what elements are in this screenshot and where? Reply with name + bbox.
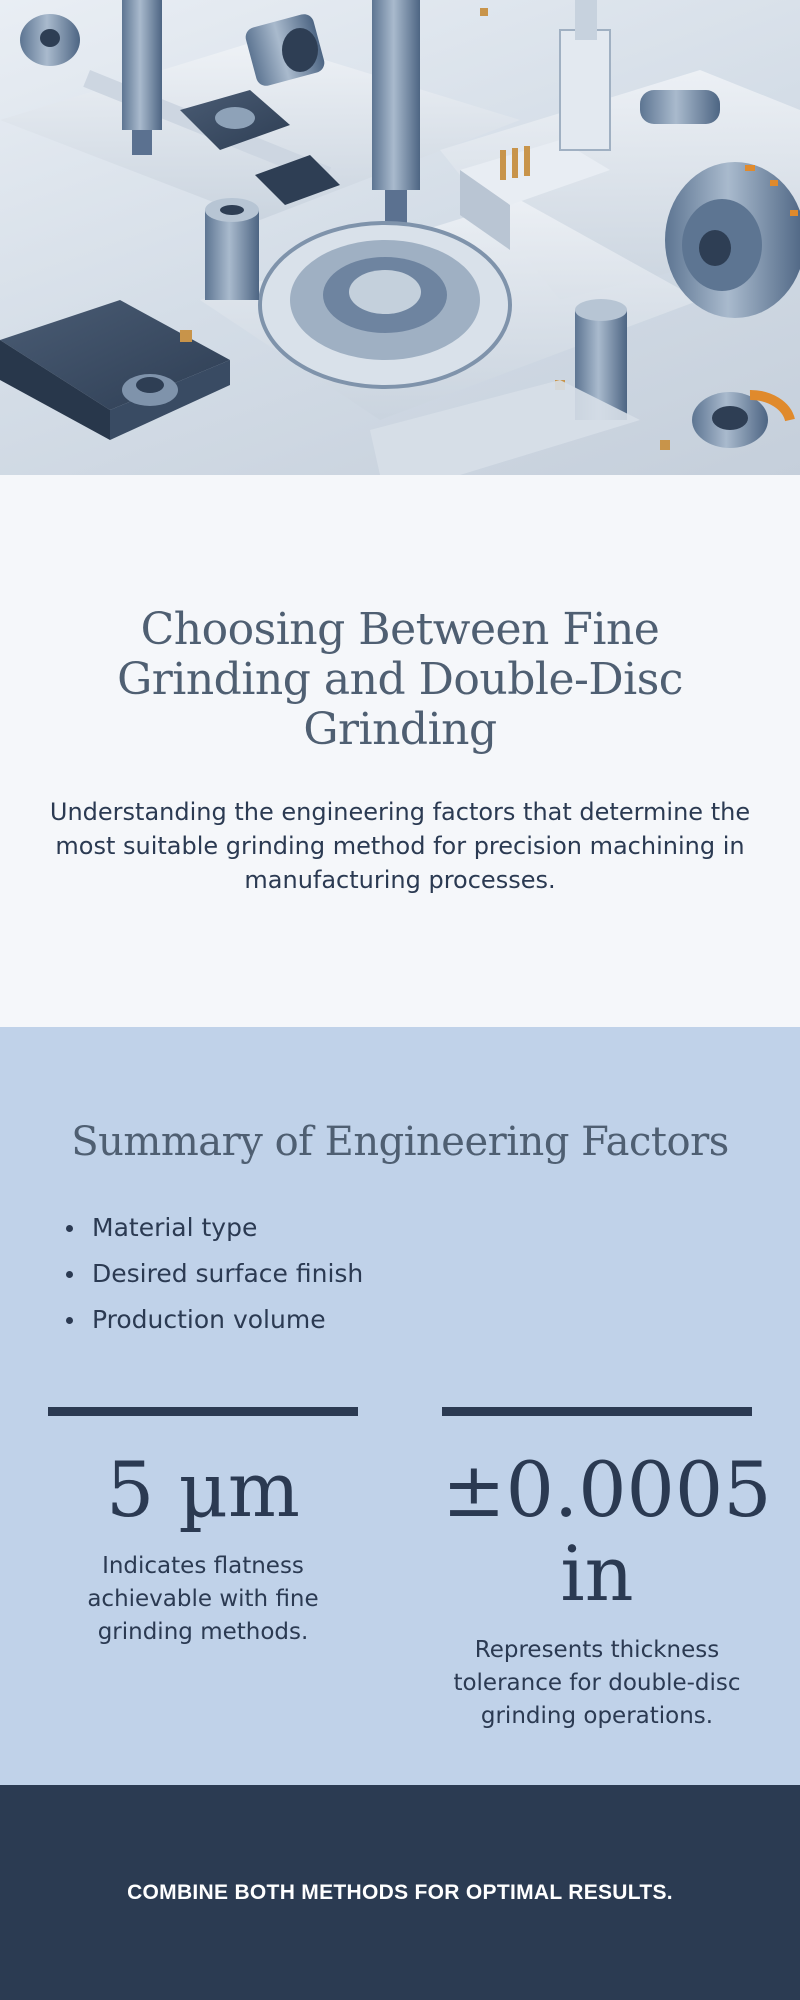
summary-heading: Summary of Engineering Factors [71, 1119, 729, 1165]
factors-list [66, 1205, 363, 1343]
hero-image [0, 0, 800, 475]
stat-value: 5 µm [106, 1445, 300, 1534]
stat-value: ±0.0005 in [442, 1445, 772, 1618]
stat-description: Represents thickness tolerance for double-disc grinding operations. [453, 1637, 741, 1729]
stat-flatness [48, 1407, 358, 1649]
cta-footer [0, 1785, 800, 2000]
page-title: Choosing Between Fine Grinding and Double-Disc Grinding [117, 604, 683, 755]
summary-section [0, 1027, 800, 1785]
cta-text: COMBINE BOTH METHODS FOR OPTIMAL RESULTS. [127, 1880, 673, 1904]
stat-description: Indicates flatness achievable with fine grinding methods. [87, 1553, 319, 1645]
factor-item-production-volume: Production volume [66, 1297, 363, 1343]
stat-divider [442, 1407, 752, 1416]
factor-item-surface-finish: Desired surface finish [66, 1251, 363, 1297]
intro-section [0, 475, 800, 1027]
factor-item-material: Material type [66, 1205, 363, 1251]
stat-divider [48, 1407, 358, 1416]
machining-parts-illustration-icon [0, 0, 800, 475]
page-subtitle: Understanding the engineering factors that determine the most suitable grinding method for precision machining in manufacturing processes. [49, 798, 751, 894]
stat-thickness-tolerance [442, 1407, 772, 1733]
